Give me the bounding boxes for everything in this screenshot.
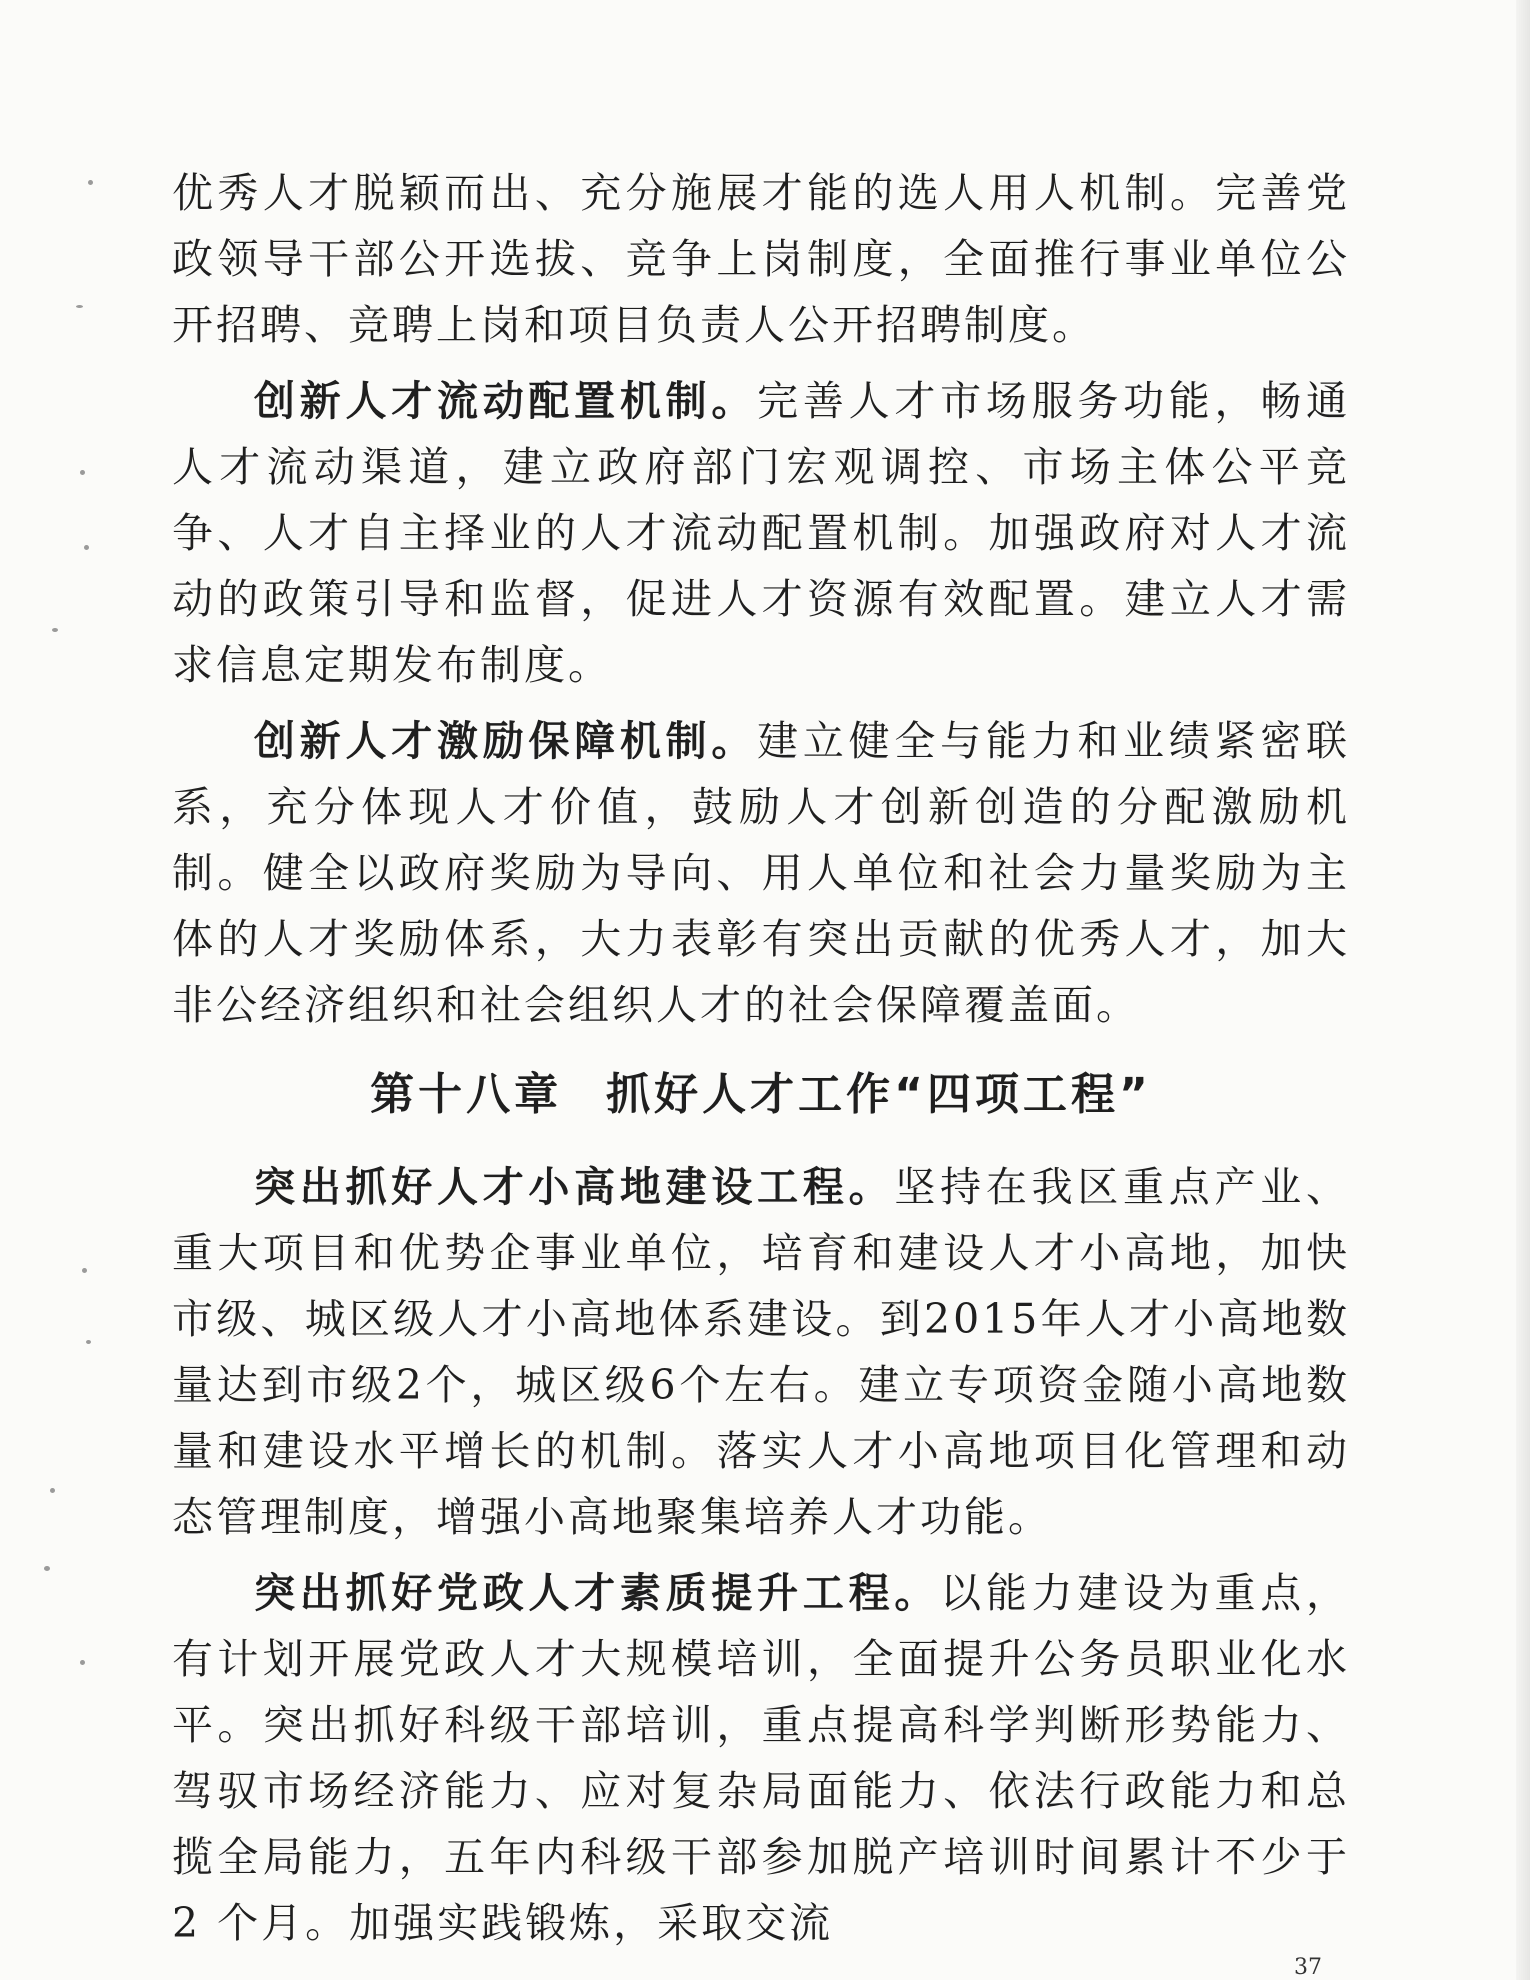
chapter-heading (172, 1060, 1350, 1130)
punch-mark (88, 180, 93, 185)
paragraph (172, 708, 1350, 1038)
punch-mark (80, 470, 85, 475)
paragraph-lead: 创新人才流动配置机制。 (254, 377, 758, 425)
chapter-title: 抓好人才工作“四项工程” (606, 1069, 1152, 1120)
paragraph-lead: 突出抓好党政人才素质提升工程。 (254, 1569, 941, 1617)
page-number: 37 (1294, 1955, 1322, 1980)
paragraph-lead: 突出抓好人才小高地建设工程。 (254, 1163, 895, 1211)
punch-mark (52, 628, 58, 632)
punch-mark (76, 305, 83, 308)
punch-mark (86, 1340, 91, 1344)
chapter-number: 第十八章 (370, 1069, 563, 1120)
paragraph (172, 1154, 1350, 1550)
paragraph-text: 以能力建设为重点，有计划开展党政人才大规模培训，全面提升公务员职业化水平。突出抓好科级干部培训，重点提高科学判断形势能力、驾驭市场经济能力、应对复杂局面能力、依法行政能力和总揽全局能力，五年内科级干部参加脱产培训时间累计不少于 2 个月。加强实践锻炼，采取交流 (172, 1569, 1351, 1947)
punch-mark (44, 1566, 50, 1571)
punch-mark (82, 1268, 87, 1273)
paragraph-text: 完善人才市场服务功能，畅通人才流动渠道，建立政府部门宏观调控、市场主体公平竞争、人才自主择业的人才流动配置机制。加强政府对人才流动的政策引导和监督，促进人才资源有效配置。建立人才需求信息定期发布制度。 (172, 377, 1351, 689)
paragraph (172, 160, 1350, 358)
page-edge-shadow (1516, 0, 1530, 1980)
paragraph (172, 1560, 1350, 1956)
punch-mark (50, 1488, 55, 1493)
paragraph-text: 坚持在我区重点产业、重大项目和优势企事业单位，培育和建设人才小高地，加快市级、城区级人才小高地体系建设。到2015年人才小高地数量达到市级2个，城区级6个左右。建立专项资金随小高地数量和建设水平增长的机制。落实人才小高地项目化管理和动态管理制度，增强小高地聚集培养人才功能。 (172, 1163, 1351, 1541)
punch-mark (84, 545, 89, 550)
paragraph-text: 建立健全与能力和业绩紧密联系，充分体现人才价值，鼓励人才创新创造的分配激励机制。健全以政府奖励为导向、用人单位和社会力量奖励为主体的人才奖励体系，大力表彰有突出贡献的优秀人才，加大非公经济组织和社会组织人才的社会保障覆盖面。 (172, 717, 1351, 1029)
paragraph-text: 优秀人才脱颖而出、充分施展才能的选人用人机制。完善党政领导干部公开选拔、竞争上岗制度，全面推行事业单位公开招聘、竞聘上岗和项目负责人公开招聘制度。 (172, 169, 1350, 349)
punch-mark (80, 1660, 85, 1665)
body-text (172, 160, 1350, 1966)
paragraph (172, 368, 1350, 698)
paragraph-lead: 创新人才激励保障机制。 (254, 717, 758, 765)
